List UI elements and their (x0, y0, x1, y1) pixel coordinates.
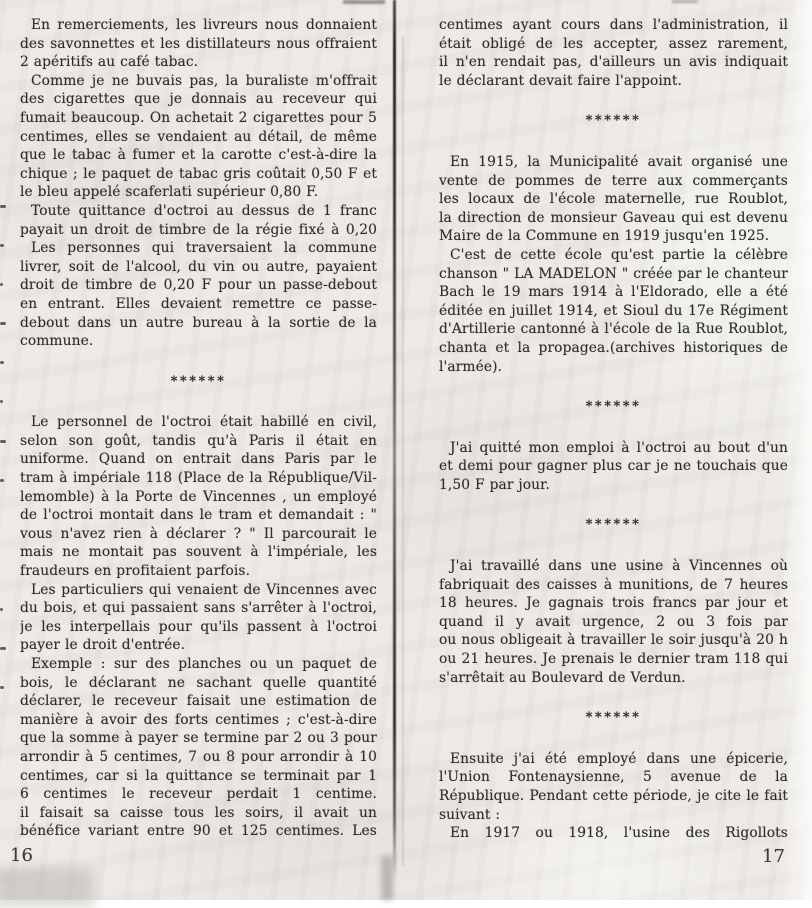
text-line: de l'octroi montait dans le tram et demandait : " (20, 507, 377, 524)
paragraph (20, 16, 377, 72)
text-line: Comme je ne buvais pas, la buraliste m'offrait (31, 72, 377, 89)
paragraph (20, 72, 377, 202)
paragraph (439, 557, 788, 687)
text-line: la direction de monsieur Gaveau qui est devenu (439, 209, 788, 226)
text-line: ou 21 heures. Je prenais le dernier tram 118 qui (439, 651, 788, 668)
scan-speck (0, 361, 4, 364)
section-separator: ****** (170, 373, 227, 389)
text-line: Toute quittance d'octroi au dessus de 1 franc (31, 202, 377, 219)
text-line: était obligé de les accepter, assez rarement, (439, 35, 788, 52)
text-line: ou nous obligeait à travailler le soir jusqu'à 20 h (439, 632, 788, 649)
page-17-text-column (439, 16, 788, 843)
text-line: Les personnes qui traversaient la commune (31, 240, 377, 257)
section-separator: ****** (585, 710, 642, 726)
text-line: commune. (20, 333, 94, 350)
scan-speck (0, 479, 4, 482)
text-line: C'est de cette école qu'est partie la célèbre (450, 246, 788, 263)
text-line: livrer, soit de l'alcool, du vin ou autre, payaient (20, 258, 377, 275)
scan-speck (0, 283, 3, 286)
text-line: d'Artillerie cantonné à l'école de la Rue Roublot, (439, 321, 788, 338)
text-line: bois, le déclarant ne sachant quelle quantité (20, 674, 377, 691)
text-line: s'arrêtait au Boulevard de Verdun. (439, 669, 686, 686)
text-line: il faisait sa caisse tous les soirs, il avait un (20, 804, 377, 821)
text-line: vente de pommes de terre aux commerçants (439, 172, 788, 189)
text-line: l'Union Fontenaysienne, 5 avenue de la (439, 769, 788, 786)
page-number-left: 16 (10, 845, 33, 866)
scan-speck (0, 205, 6, 208)
scan-smudge (343, 0, 385, 4)
text-line: je les interpellais pour qu'ils passent à l'octroi (20, 618, 377, 635)
scan-speck (0, 440, 6, 443)
paragraph (439, 246, 788, 376)
text-line: que le tabac à fumer et la carotte c'est-à-dire la (20, 147, 377, 164)
text-line: du bois, et qui passaient sans s'arrêter à l'octroi, (20, 600, 377, 617)
scan-smudge (381, 856, 393, 900)
text-line: chique ; le paquet de tabac gris coûtait 0,50 F et (20, 165, 377, 182)
text-line: et demi pour gagner plus car je ne touchais que (439, 458, 788, 475)
text-line: J'ai travaillé dans une usine à Vincennes où (450, 558, 788, 575)
text-line: quand il y avait urgence, 2 ou 3 fois par (439, 613, 788, 630)
text-line: bénéfice variant entre 90 et 125 centimes. Les (20, 823, 377, 840)
text-line: en entrant. Elles devaient remettre ce passe- (20, 295, 377, 312)
text-line: fabriquait des caisses à munitions, de 7 heures (439, 576, 788, 593)
text-line: il n'en rendait pas, d'ailleurs un avis indiquait (439, 54, 788, 71)
text-line: En 1917 ou 1918, l'usine des Rigollots (450, 825, 788, 842)
paragraph (439, 439, 788, 495)
text-line: éditée en juillet 1914, et Sioul du 17e Régiment (439, 302, 788, 319)
page-16-text-column (20, 16, 377, 841)
text-line: le déclarant devait faire l'appoint. (439, 72, 683, 89)
text-line: des savonnettes et les distillateurs nous offraient (20, 35, 377, 52)
scan-speck (0, 244, 4, 247)
text-line: centimes ayant cours dans l'administration, il (439, 17, 788, 33)
text-line: Les particuliers qui venaient de Vincennes avec (31, 581, 377, 598)
text-line: fraudeurs en profitaient parfois. (20, 563, 251, 580)
section-separator: ****** (585, 399, 642, 415)
scan-speck (0, 686, 4, 689)
text-line: manière à avoir des forts centimes ; c'est-à-dire (20, 711, 377, 728)
text-line: mais ne montait pas souvent à l'impériale, les (20, 544, 377, 561)
paragraph (20, 202, 377, 239)
page-number-right: 17 (762, 846, 785, 867)
text-line: lemomble) à la Porte de Vincennes , un employé (20, 488, 377, 505)
text-line: 18 heures. Je gagnais trois francs par jour et (439, 595, 788, 612)
text-line: fumait beaucoup. On achetait 2 cigarettes pour 5 (20, 109, 377, 126)
text-line: Ensuite j'ai été employé dans une épicerie, (450, 750, 788, 767)
text-line: payer le droit d'entrée. (20, 637, 186, 654)
text-line: droit de timbre de 0,20 F pour un passe-debout (20, 277, 377, 294)
paragraph (20, 413, 377, 580)
text-line: des cigarettes que je donnais au receveur qui (20, 91, 377, 108)
text-line: En 1915, la Municipalité avait organisé une (450, 153, 788, 170)
paragraph (439, 153, 788, 246)
text-line: République. Pendant cette période, je cite le fait (439, 788, 788, 804)
text-line: Bach le 19 mars 1914 à l'Eldorado, elle a été (439, 284, 788, 301)
text-line: les locaux de l'école maternelle, rue Roublot, (439, 191, 788, 208)
text-line: debout dans un autre bureau à la sortie de la (20, 314, 377, 331)
paragraph (20, 655, 377, 841)
text-line: payait un droit de timbre de la régie fixé à 0,20 (20, 221, 377, 238)
gutter-shadow (393, 0, 396, 878)
text-line: tram à impériale 118 (Place de la République/Vil- (20, 470, 377, 487)
text-line: le bleu appelé scaferlati supérieur 0,80 F. (20, 184, 319, 201)
text-line: 6 centimes le receveur perdait 1 centime. (20, 786, 377, 803)
text-line: uniforme. Quand on entrait dans Paris par le (20, 451, 377, 468)
text-line: selon son goût, tandis qu'à Paris il était en (20, 432, 377, 449)
text-line: Le personnel de l'octroi était habillé en civil, (31, 414, 377, 431)
scan-speck (0, 608, 3, 611)
scan-speck (0, 400, 3, 403)
text-line: En remerciements, les livreurs nous donnaient (31, 17, 377, 33)
text-line: arrondir à 5 centimes, 7 ou 8 pour arrondir à 10 (20, 748, 377, 765)
text-line: suivant : (439, 806, 501, 823)
text-line: chanta et la propagea.(archives historiques de (439, 339, 788, 356)
scan-smudge (672, 0, 698, 3)
text-line: 2 apéritifs au café tabac. (20, 54, 199, 71)
text-line: Exemple : sur des planches ou un paquet de (31, 656, 377, 672)
scan-speck (0, 647, 6, 650)
scan-smudge (0, 868, 94, 908)
text-line: 1,50 F par jour. (439, 476, 550, 493)
text-line: Maire de la Commune en 1919 jusqu'en 1925. (439, 228, 770, 245)
text-line: déclarer, le receveur faisait une estimation de (20, 693, 377, 710)
text-line: centimes, elles se vendaient au détail, de même (20, 128, 377, 145)
text-line: centimes, car si la quittance se terminait par 1 (20, 767, 377, 784)
paragraph (20, 581, 377, 655)
gutter-crease (402, 36, 404, 866)
paragraph (439, 750, 788, 824)
text-line: J'ai quitté mon emploi à l'octroi au bout d'un (450, 439, 788, 456)
text-line: chanson " LA MADELON " créée par le chanteur (439, 265, 788, 282)
text-line: l'armée). (439, 358, 503, 375)
section-separator: ****** (585, 113, 642, 129)
paragraph (20, 239, 377, 351)
text-line: vous n'avez rien à déclarer ? " Il parcourait le (20, 525, 377, 542)
text-line: que la somme à payer se termine par 2 ou 3 pour (20, 730, 377, 747)
section-separator: ****** (585, 517, 642, 533)
paragraph (439, 16, 788, 90)
scan-speck (0, 322, 6, 325)
paragraph (439, 824, 788, 843)
